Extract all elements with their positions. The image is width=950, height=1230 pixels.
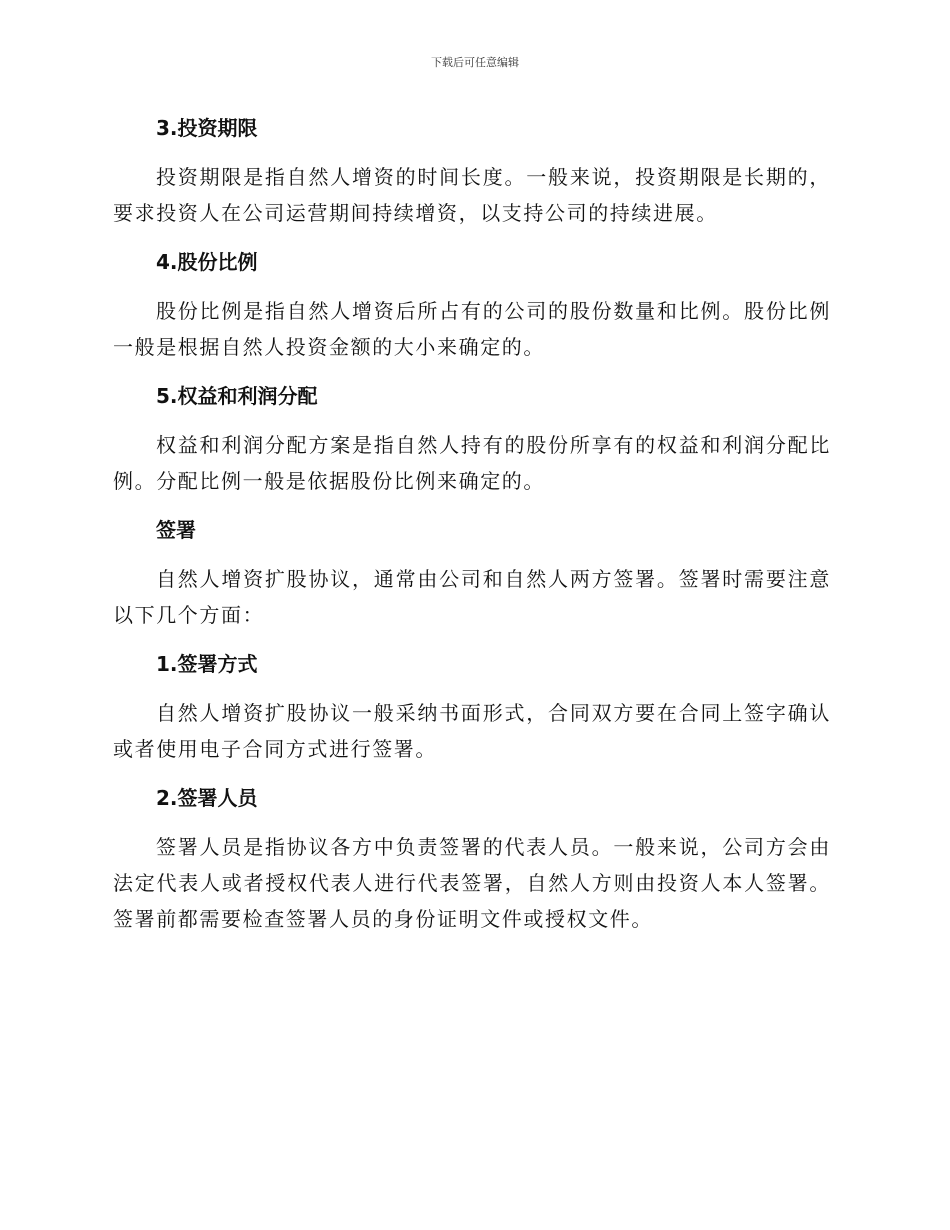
section-signing-method <box>113 646 831 780</box>
section-investment-term <box>113 110 831 244</box>
section-heading: 5.权益和利润分配 <box>156 384 318 408</box>
page-header: 下载后可任意编辑 <box>431 56 519 69</box>
section-heading: 2.签署人员 <box>156 786 258 810</box>
section-paragraph: 自然人增资扩股协议，通常由公司和自然人两方签署。签署时需要注意以下几个方面： <box>113 567 831 627</box>
section-paragraph: 签署人员是指协议各方中负责签署的代表人员。一般来说，公司方会由法定代表人或者授权代表人进行代表签署，自然人方则由投资人本人签署。签署前都需要检查签署人员的身份证明文件或授权文件。 <box>113 835 831 931</box>
section-signing-personnel <box>113 780 831 937</box>
section-signing <box>113 512 831 646</box>
section-paragraph: 股份比例是指自然人增资后所占有的公司的股份数量和比例。股份比例一般是根据自然人投资金额的大小来确定的。 <box>113 299 831 359</box>
section-heading: 4.股份比例 <box>156 250 258 274</box>
section-paragraph: 投资期限是指自然人增资的时间长度。一般来说，投资期限是长期的，要求投资人在公司运营期间持续增资，以支持公司的持续进展。 <box>113 165 831 225</box>
section-paragraph: 自然人增资扩股协议一般采纳书面形式，合同双方要在合同上签字确认或者使用电子合同方式进行签署。 <box>113 701 831 761</box>
section-heading: 签署 <box>156 518 196 542</box>
section-profit-distribution <box>113 378 831 512</box>
section-paragraph: 权益和利润分配方案是指自然人持有的股份所享有的权益和利润分配比例。分配比例一般是依据股份比例来确定的。 <box>113 433 831 493</box>
section-heading: 1.签署方式 <box>156 652 258 676</box>
section-share-ratio <box>113 244 831 378</box>
document-body <box>113 110 831 937</box>
section-heading: 3.投资期限 <box>156 116 258 140</box>
